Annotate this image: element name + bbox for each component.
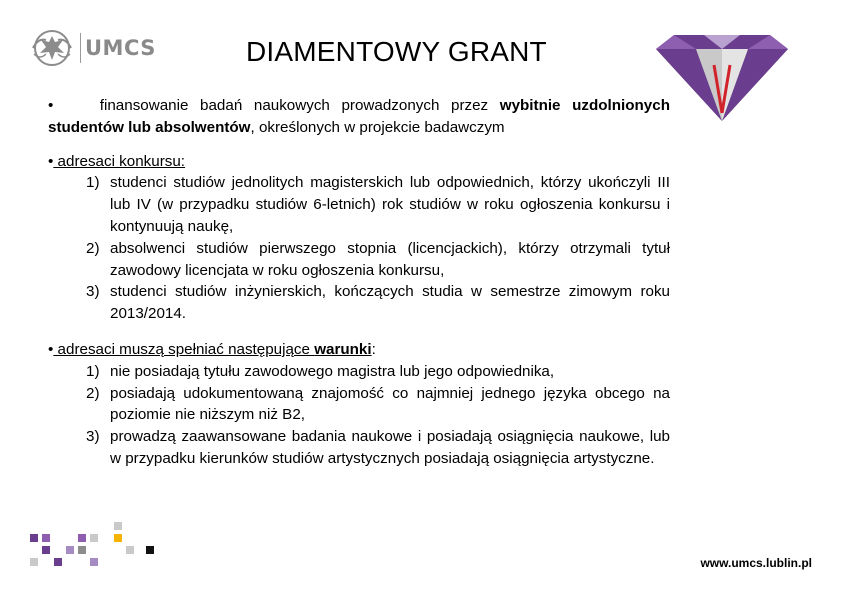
intro-paragraph xyxy=(48,95,670,139)
square-icon xyxy=(114,522,122,530)
list-item-text: nie posiadają tytułu zawodowego magistra lub jego odpowiednika, xyxy=(110,362,555,380)
recipients-heading xyxy=(48,151,670,173)
list-number: 3) xyxy=(86,283,100,301)
list-number: 1) xyxy=(86,174,100,192)
list-number: 2) xyxy=(86,384,100,402)
list-item-text: absolwenci studiów pierwszego stopnia (licencjackich), którzy otrzymali tytuł zawodowy licencjata w roku ogłoszenia konkursu, xyxy=(110,239,670,279)
list-number: 3) xyxy=(86,428,100,446)
conditions-heading-end: : xyxy=(371,340,376,358)
list-item xyxy=(48,238,670,282)
list-item-text: studenci studiów inżynierskich, kończących studia w semestrze zimowym roku 2013/2014. xyxy=(110,283,670,323)
conditions-list xyxy=(48,361,670,470)
square-icon xyxy=(42,546,50,554)
square-icon xyxy=(90,558,98,566)
page-title: DIAMENTOWY GRANT xyxy=(246,36,547,67)
logo-separator xyxy=(80,33,81,63)
conditions-heading-bold: warunki xyxy=(314,340,372,358)
logo-text: UMCS xyxy=(85,36,156,60)
recipients-list xyxy=(48,172,670,325)
square-icon xyxy=(126,546,134,554)
bullet: • xyxy=(48,152,54,170)
intro-text: finansowanie badań naukowych prowadzonych przez xyxy=(99,97,500,114)
square-icon xyxy=(90,534,98,542)
square-icon xyxy=(146,546,154,554)
intro-bold-text: wybitnie uzdolnionych studentów lub absolwentów xyxy=(48,97,670,136)
square-icon xyxy=(54,558,62,566)
list-number: 1) xyxy=(86,362,100,380)
intro-text-end: , określonych w projekcie badawczym xyxy=(250,118,505,136)
list-item xyxy=(48,361,670,383)
square-icon xyxy=(42,534,50,542)
umcs-logo xyxy=(30,28,156,68)
recipients-heading-text: adresaci konkursu: xyxy=(53,152,186,170)
list-item-text: posiadają udokumentowaną znajomość co najmniej jednego języka obcego na poziomie nie niższym niż B2, xyxy=(110,384,670,424)
list-item xyxy=(48,426,670,470)
list-item-text: prowadzą zaawansowane badania naukowe i posiadają osiągnięcia naukowe, lub w przypadku kierunków studiów artystycznych posiadają osiągnięcia artystyczne. xyxy=(110,428,670,467)
square-icon xyxy=(78,546,86,554)
conditions-heading xyxy=(48,339,670,361)
main-content xyxy=(48,95,670,470)
list-item xyxy=(48,172,670,237)
diamond-logo-icon xyxy=(656,35,788,121)
square-icon xyxy=(30,534,38,542)
bullet: • xyxy=(48,97,54,114)
square-icon xyxy=(114,534,122,542)
list-number: 2) xyxy=(86,239,100,257)
conditions-heading-text: adresaci muszą spełniać następujące xyxy=(53,340,315,358)
square-icon xyxy=(78,534,86,542)
eagle-emblem-icon xyxy=(30,28,74,68)
decorative-squares xyxy=(26,522,166,570)
footer-url[interactable]: www.umcs.lublin.pl xyxy=(700,556,812,570)
list-item xyxy=(48,281,670,325)
list-item xyxy=(48,383,670,427)
list-item-text: studenci studiów jednolitych magisterskich lub odpowiednich, którzy ukończyli III lub IV (w przypadku studiów 6-letnich) rok studiów w roku ogłoszenia konkursu i kontynuują naukę, xyxy=(110,174,670,235)
bullet: • xyxy=(48,340,54,358)
square-icon xyxy=(30,558,38,566)
square-icon xyxy=(66,546,74,554)
